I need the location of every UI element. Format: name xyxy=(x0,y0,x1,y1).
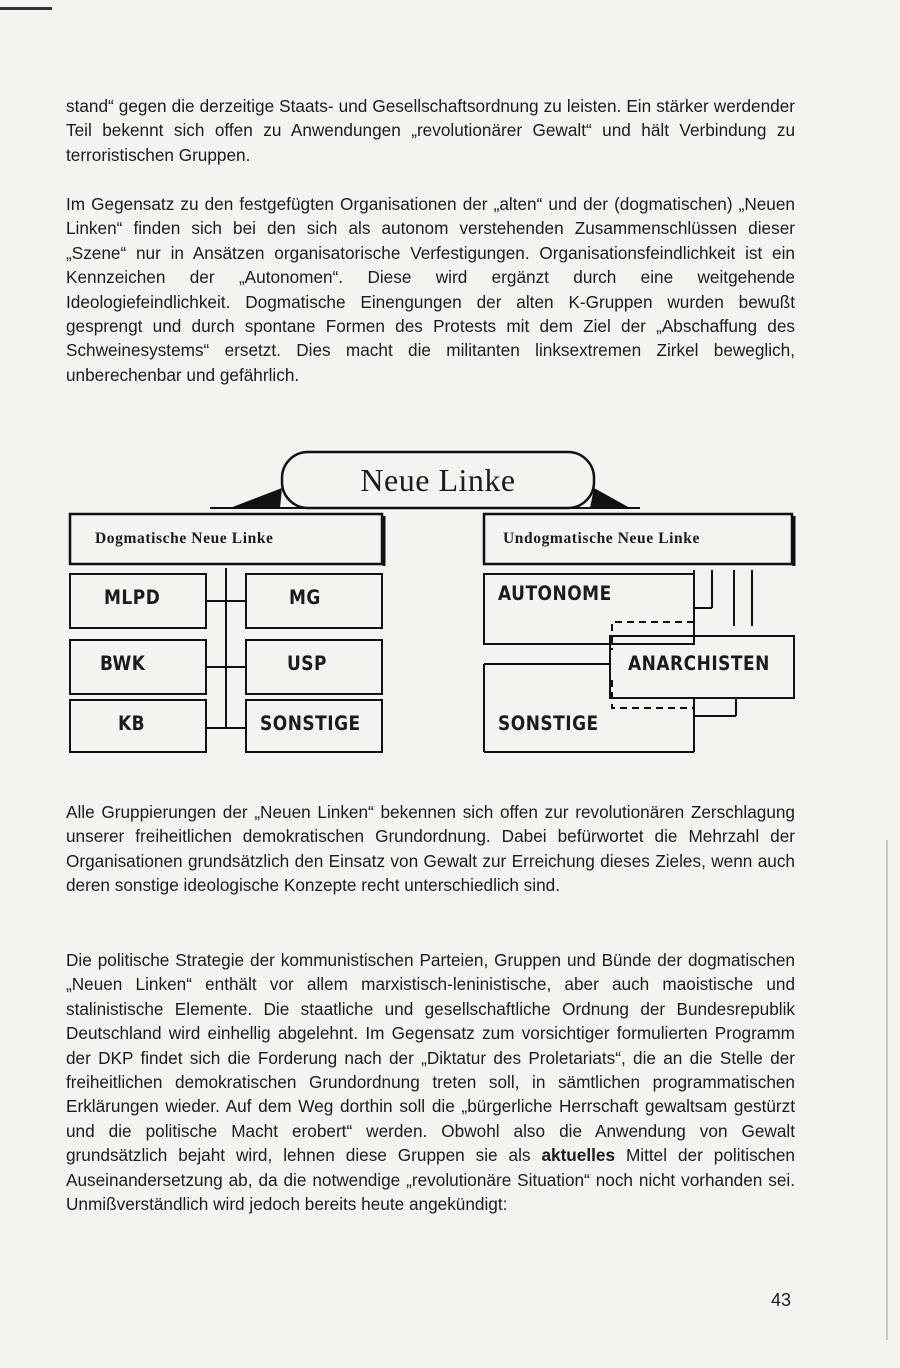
root-left-connector xyxy=(230,488,282,508)
paragraph-1: stand“ gegen die derzeitige Staats- und Gesellschaftsordnung zu leisten. Ein stärker werdender Teil bekennt sich offen zu Anwendungen „revolutionärer Gewalt“ und hält Verbindung zu terroristischen Gruppen. xyxy=(66,96,795,165)
overlap-dashed-line xyxy=(612,622,694,708)
node-usp: USP xyxy=(287,652,328,676)
node-bwk: BWK xyxy=(100,652,146,676)
emphasis-aktuelles: aktuelles xyxy=(541,1145,616,1166)
node-kb: KB xyxy=(118,712,146,736)
node-mlpd: MLPD xyxy=(104,586,161,610)
box-bwk xyxy=(70,640,206,694)
paragraph-3: Alle Gruppierungen der „Neuen Linken“ bekennen sich offen zur revolutionären Zerschlagung unserer freiheitlichen demokratischen Grundordnung. Dabei befürwortet die Mehrzahl der Organisationen grundsätzlich den Einsatz von Gewalt zur Erreichung dieses Zieles, wenn auch deren sonstige ideologische Konzepte recht unterschiedlich sind. xyxy=(66,802,795,896)
paragraph-4-text: Die politische Strategie der kommunistischen Parteien, Gruppen und Bünde der dogmatischen „Neuen Linken“ enthält vor allem marxistisch-leninistische, aber auch maoistische und stalinistische Elemente. Die staatliche und gesellschaftliche Ordnung der Bundesrepublik Deutschland wird einhellig abgelehnt. Im Gegensatz zum vorsichtiger formulierten Programm der DKP findet sich die Forderung nach der „Diktatur des Proletariats“, die an die Stelle der freiheitlichen demokratischen Grundordnung treten soll, in sämtlichen programmatischen Erklärungen wieder. Auf dem Weg dorthin soll die „bürgerliche Herrschaft gewaltsam gestürzt und die politische Macht erobert“ werden. Obwohl also die Anwendung von Gewalt grundsätzlich bejaht wird, lehnen diese Gruppen sie als xyxy=(66,950,795,1166)
box-usp xyxy=(246,640,382,694)
node-sonstige-left: SONSTIGE xyxy=(260,712,361,736)
node-autonome: AUTONOME xyxy=(498,582,612,606)
top-rule xyxy=(0,7,52,10)
box-mg xyxy=(246,574,382,628)
box-sonstige-left xyxy=(246,700,382,752)
box-autonome xyxy=(484,574,694,644)
box-mlpd xyxy=(70,574,206,628)
box-anarchisten xyxy=(610,636,794,698)
node-anarchisten: ANARCHISTEN xyxy=(628,652,770,676)
paragraph-2: Im Gegensatz zu den festgefügten Organisationen der „alten“ und der (dogmatischen) „Neuen Linken“ finden sich bei den sich als autonom verstehenden Zusammenschlüssen dieser „Szene“ nur in Ansätzen organisatorische Verfestigungen. Organisationsfeindlichkeit ist ein Kennzeichen der „Autonomen“. Diese wird ergänzt durch eine weitgehende Ideologiefeindlichkeit. Dogmatische Einengungen der alten K-Gruppen wurden bewußt gesprengt und durch spontane Formen des Protests mit dem Ziel der „Abschaffung des Schweinesystems“ ersetzt. Dies macht die militanten linksextremen Zirkel beweglich, unberechenbar und gefährlich. xyxy=(66,194,795,385)
page-edge-shadow xyxy=(886,840,888,1340)
box-kb xyxy=(70,700,206,752)
node-mg: MG xyxy=(289,586,321,610)
node-sonstige-right: SONSTIGE xyxy=(498,712,599,736)
right-branch-label: Undogmatische Neue Linke xyxy=(503,530,700,547)
paragraph-4-rest: Mittel der politischen Auseinandersetzung ab, da die notwendige „revolutionäre Situation“ noch nicht vorhanden sei. Unmißverständlich wird jedoch bereits heute angekündigt: xyxy=(66,1145,795,1215)
left-branch-box xyxy=(70,514,382,564)
right-branch-box xyxy=(484,514,792,564)
root-box xyxy=(282,452,594,508)
left-branch-label: Dogmatische Neue Linke xyxy=(95,530,274,547)
paragraph-4 xyxy=(66,948,795,1216)
root-label: Neue Linke xyxy=(360,462,516,498)
root-right-connector xyxy=(590,488,630,508)
page-number: 43 xyxy=(771,1290,792,1310)
